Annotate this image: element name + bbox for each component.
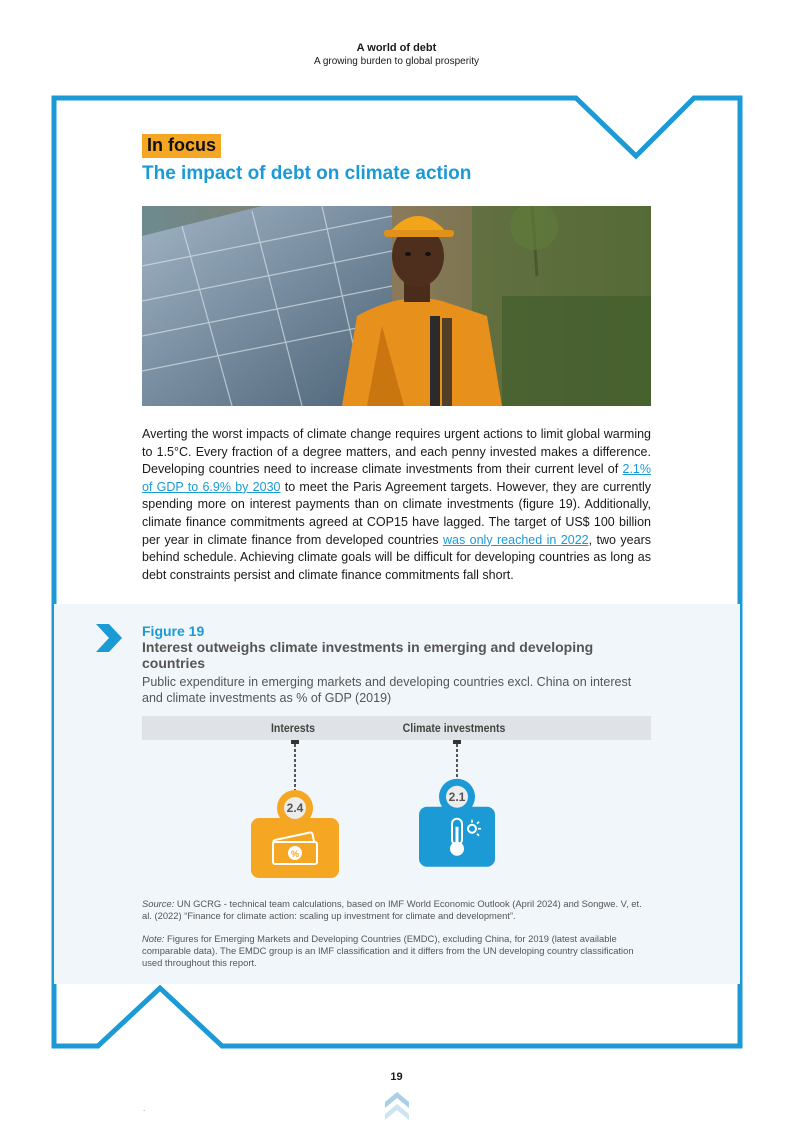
body-text-part-2: to meet the Paris Agreement targets. However, they are currently spending more on interest payments than on climate investments (figure 19). Additionally, climate finance commitments agreed at COP15 have lagged. The target of US$ 100 billion per year in climate finance from developed countries: [142, 479, 652, 547]
category-label-interests: Interests: [270, 721, 316, 735]
weight-climate-investments: [419, 740, 495, 867]
note-text: Figures for Emerging Markets and Developing Countries (EMDC), excluding China, for 2019 (latest available comparable data). The EMDC group is an IMF classification and it differs from the UN developing country classification used throughout this report.: [142, 933, 634, 968]
link-climate-investment-gap[interactable]: 2.1% of GDP to 6.9% by 2030: [142, 462, 651, 494]
chain-interests: [291, 740, 299, 790]
page-number: 19: [390, 1071, 403, 1083]
in-focus-label: In focus: [142, 134, 221, 158]
category-label-climate-investments: Climate investments: [402, 721, 506, 735]
figure-subtitle: Public expenditure in emerging markets and developing countries excl. China on interest and climate investments as % of GDP (2019): [142, 675, 632, 705]
link-climate-finance-2022[interactable]: was only reached in 2022: [442, 532, 589, 547]
body-text-part-1: Averting the worst impacts of climate change requires urgent actions to limit global warming to 1.5°C. Every fraction of a degree matters, and each penny invested makes a difference. Developing countries need to increase climate investments from their current level of: [142, 427, 651, 477]
source-text: UN GCRG - technical team calculations, based on IMF World Economic Outlook (April 2024) and Songwe. V, et. al. (2022) “Finance for climate action: scaling up investment for climate and development”.: [142, 898, 642, 921]
figure-source: [142, 898, 651, 922]
source-label: Source:: [142, 898, 175, 909]
value-label-climate: 2.1: [448, 789, 466, 804]
note-label: Note:: [142, 933, 165, 944]
svg-text:%: %: [290, 849, 300, 859]
body-text-part-3: , two years behind schedule. Achieving climate goals will be difficult for developing countries as long as debt constraints persist and climate finance commitments fall short.: [142, 532, 651, 582]
figure-title: Interest outweighs climate investments in emerging and developing countries: [142, 639, 594, 671]
running-header-subtitle: A growing burden to global prosperity: [313, 56, 480, 67]
figure-note: [142, 933, 651, 969]
weight-interests: [251, 740, 339, 878]
value-label-interests: 2.4: [286, 801, 304, 815]
footer-mark: .: [143, 1104, 146, 1113]
section-title: The impact of debt on climate action: [142, 163, 472, 184]
figure-label: Figure 19: [142, 623, 205, 639]
chevron-up-icon: [385, 1092, 409, 1122]
running-header-title: A world of debt: [356, 42, 437, 54]
chain-climate: [453, 740, 461, 779]
